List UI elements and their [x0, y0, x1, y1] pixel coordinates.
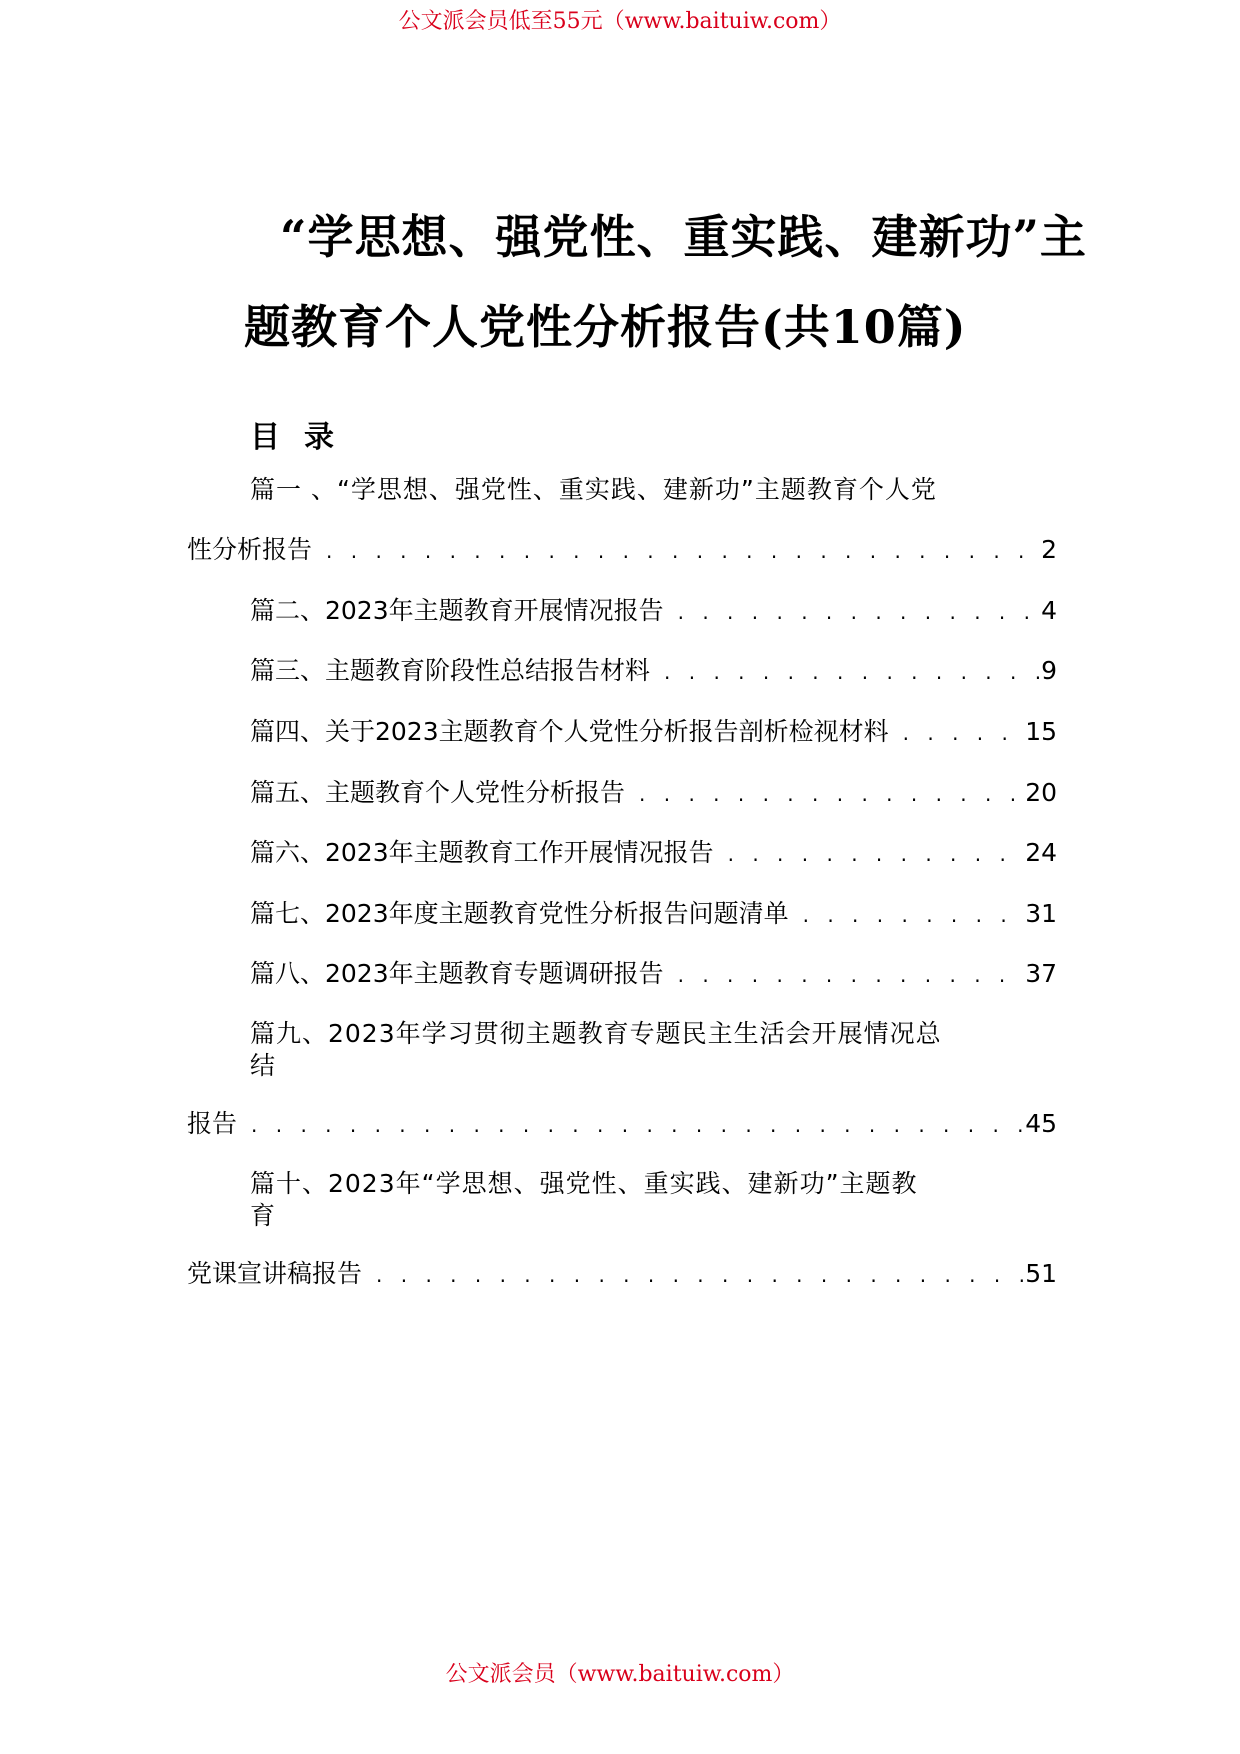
toc-entry-title: 篇六、2023年主题教育工作开展情况报告	[250, 838, 714, 867]
toc-entry-page: 45	[1025, 1109, 1057, 1138]
toc-entry-page: 24	[1025, 838, 1057, 867]
toc-entry-page: 2	[1041, 535, 1057, 564]
toc-entry-page: 4	[1041, 596, 1057, 625]
toc-entry-1[interactable]	[187, 532, 1057, 568]
toc-entry-8[interactable]	[250, 956, 1057, 992]
toc-entry-10-line1-wrap[interactable]: 育	[250, 1201, 277, 1230]
toc-entry-title: 篇三、主题教育阶段性总结报告材料	[250, 656, 651, 685]
toc-entry-title: 报告	[187, 1109, 238, 1138]
toc-entry-title: 篇四、关于2023主题教育个人党性分析报告剖析检视材料	[250, 717, 889, 746]
toc-entry-6[interactable]	[250, 835, 1057, 871]
leader-dots	[362, 1257, 1025, 1293]
toc-entry-title: 篇八、2023年主题教育专题调研报告	[250, 959, 664, 988]
toc-entry-page: 51	[1025, 1259, 1057, 1288]
leader-dots	[889, 715, 1026, 751]
footer-ad-banner[interactable]: 公文派会员（www.baituiw.com）	[445, 1662, 795, 1687]
title-line-1: “学思想、强党性、重实践、建新功”主	[280, 210, 1087, 264]
leader-dots	[650, 654, 1041, 690]
toc-entry-page: 9	[1041, 656, 1057, 685]
header-ad-banner[interactable]: 公文派会员低至55元（www.baituiw.com）	[398, 9, 842, 34]
toc-heading: 目录	[250, 420, 358, 455]
toc-entry-page: 37	[1025, 959, 1057, 988]
toc-entry-9-line1[interactable]: 篇九、2023年学习贯彻主题教育专题民主生活会开展情况总	[250, 1019, 942, 1048]
title-line-2: 题教育个人党性分析报告(共10篇)	[244, 300, 967, 354]
toc-entry-3[interactable]	[250, 653, 1057, 689]
toc-entry-9-line1-wrap[interactable]: 结	[250, 1051, 277, 1080]
toc-entry-1-line1[interactable]: 篇一 、“学思想、强党性、重实践、建新功”主题教育个人党	[250, 475, 937, 504]
leader-dots	[664, 957, 1026, 993]
leader-dots	[789, 897, 1026, 933]
toc-entry-7[interactable]	[250, 896, 1057, 932]
toc-entry-title: 篇七、2023年度主题教育党性分析报告问题清单	[250, 899, 789, 928]
toc-entry-title: 性分析报告	[187, 535, 313, 564]
toc-entry-10[interactable]	[187, 1256, 1057, 1292]
leader-dots	[237, 1107, 1025, 1143]
leader-dots	[714, 836, 1026, 872]
toc-entry-title: 篇五、主题教育个人党性分析报告	[250, 778, 626, 807]
toc-entry-9[interactable]	[187, 1106, 1057, 1142]
toc-entry-2[interactable]	[250, 593, 1057, 629]
toc-entry-4[interactable]	[250, 714, 1057, 750]
leader-dots	[664, 594, 1041, 630]
toc-entry-page: 31	[1025, 899, 1057, 928]
toc-entry-title: 篇二、2023年主题教育开展情况报告	[250, 596, 664, 625]
toc-entry-page: 20	[1025, 778, 1057, 807]
toc-entry-title: 党课宣讲稿报告	[187, 1259, 363, 1288]
toc-entry-5[interactable]	[250, 775, 1057, 811]
leader-dots	[625, 776, 1025, 812]
toc-entry-10-line1[interactable]: 篇十、2023年“学思想、强党性、重实践、建新功”主题教	[250, 1169, 918, 1198]
leader-dots	[312, 533, 1041, 569]
toc-entry-page: 15	[1025, 717, 1057, 746]
